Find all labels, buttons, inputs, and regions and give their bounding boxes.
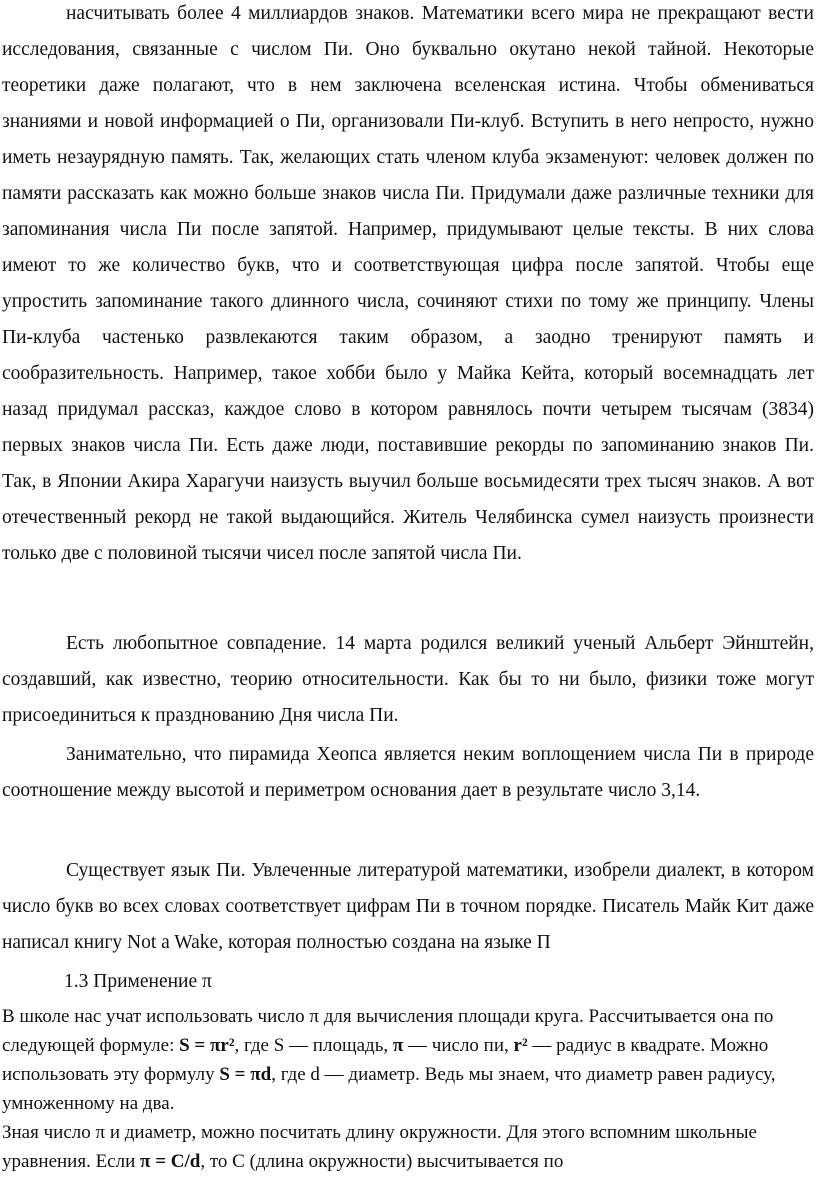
text-run: — число пи, [403,1035,514,1056]
paragraph-einstein: Есть любопытное совпадение. 14 марта родился великий ученый Альберт Эйнштейн, создавший, как известно, теорию относительности. Как бы то ни было, физики тоже могут присоединиться к празднованию Дня числа Пи. [2,633,814,726]
application-text-block [0,1002,816,1176]
paragraph-cheops-pyramid: Занимательно, что пирамида Хеопса является неким воплощением числа Пи в природе соотношение между высотой и периметром основания дает в результате число 3,14. [2,744,814,801]
formula-r-squared: r² [513,1035,528,1056]
text-run: , где d — диаметр. Ведь мы знаем, что диаметр равен радиусу, умноженному на два. [2,1064,776,1114]
text-run: , где S — площадь, [234,1035,393,1056]
text-run: , то С (длина окружности) высчитывается по [200,1151,564,1172]
text-run: Зная число π и диаметр, можно посчитать длину окружности. Для этого вспомним школьные уравнения. Если [2,1122,757,1172]
formula-area: S = πr² [179,1035,235,1056]
section-heading: 1.3 Применение π [64,971,212,992]
formula-area-diameter: S = πd [219,1064,272,1085]
formula-pi: π [392,1035,404,1056]
circumference-paragraph [2,1118,814,1176]
paragraph-pi-club: насчитывать более 4 миллиардов знаков. Математики всего мира не прекращают вести исследования, связанные с числом Пи. Оно буквально окутано некой тайной. Некоторые теоретики даже полагают, что в нем заключена вселенская истина. Чтобы обмениваться знаниями и новой информацией о Пи, организовали Пи-клуб. Вступить в него непросто, нужно иметь незаурядную память. Так, желающих стать членом клуба экзаменуют: человек должен по памяти рассказать как можно больше знаков числа Пи. Придумали даже различные техники для запоминания числа Пи после запятой. Например, придумывают целые тексты. В них слова имеют то же количество букв, что и соответствующая цифра после запятой. Чтобы еще упростить запоминание такого длинного числа, сочиняют стихи по тому же принципу. Члены Пи-клуба частенько развлекаются таким образом, а заодно тренируют память и сообразительность. Например, такое хобби было у Майка Кейта, который восемнадцать лет назад придумал рассказ, каждое слово в котором равнялось почти четырем тысячам (3834) первых знаков числа Пи. Есть даже люди, поставившие рекорды по запоминанию знаков Пи. Так, в Японии Акира Харагучи наизусть выучил больше восьмидесяти трех тысяч знаков. А вот отечественный рекорд не такой выдающийся. Житель Челябинска сумел наизусть произнести только две с половиной тысячи чисел после запятой числа Пи. [2,3,814,564]
text-run: — радиус в квадрате. Можно использовать эту формулу [2,1035,769,1085]
text-run: В школе нас учат использовать число π для вычисления площади круга. Рассчитывается она по следующей формуле: [2,1006,774,1056]
circle-area-paragraph [2,1002,814,1118]
formula-circumference: π = C/d [140,1151,201,1172]
paragraph-pi-language: Существует язык Пи. Увлеченные литературой математики, изобрели диалект, в котором число букв во всех словах соответствует цифрам Пи в точном порядке. Писатель Майк Кит даже написал книгу Not a Wake, которая полностью создана на языке П [2,860,814,953]
